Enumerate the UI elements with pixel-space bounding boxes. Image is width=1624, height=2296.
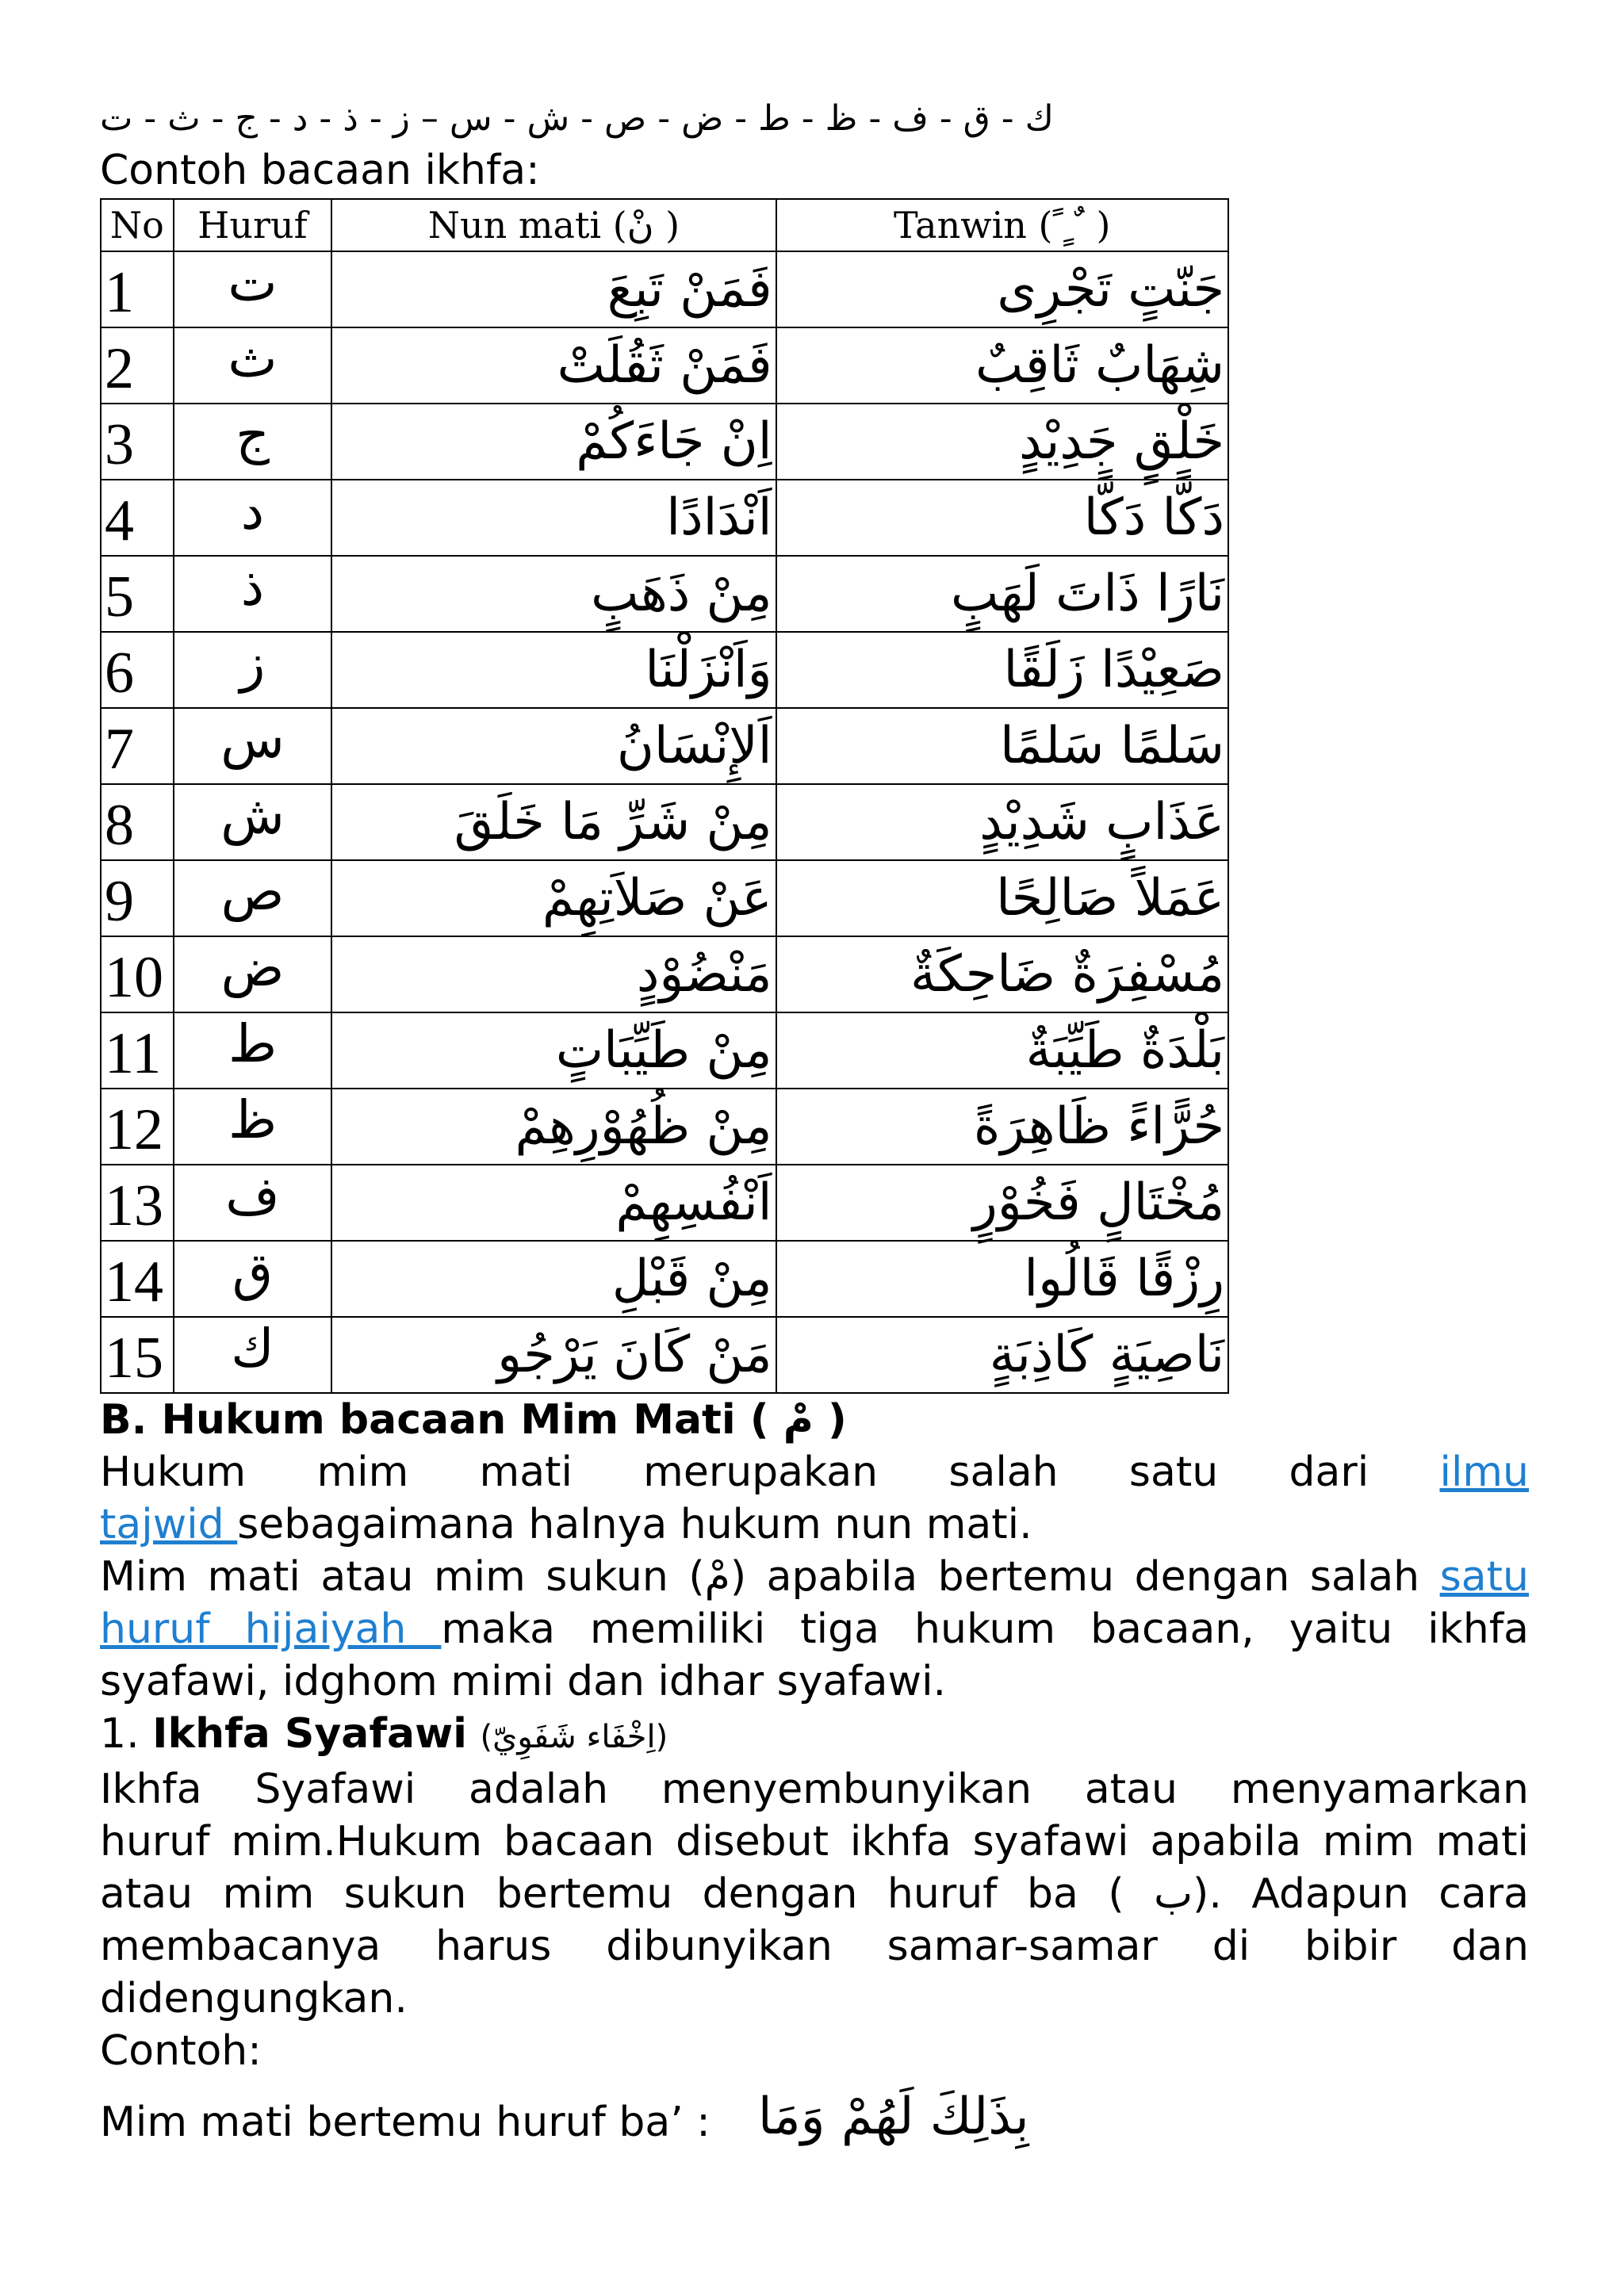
table-row [101, 860, 1228, 936]
table-row [101, 251, 1228, 327]
ikhfa-line-2: huruf mim.Hukum bacaan disebut ikhfa syafawi apabila mim mati [100, 1818, 1529, 1866]
row-nun-example: مِنْ ظُهُوْرِهِمْ [331, 1089, 776, 1165]
row-huruf: ذ [174, 556, 332, 632]
row-nun-example: مَنْضُوْدٍ [331, 936, 776, 1012]
row-huruf: ظ [174, 1089, 332, 1165]
row-huruf: ق [174, 1241, 332, 1317]
contoh-label: Contoh: [100, 2027, 262, 2075]
section-b-heading: B. Hukum bacaan Mim Mati ( مْ ) [100, 1396, 847, 1444]
ikhfa-line-5: didengungkan. [100, 1975, 408, 2022]
ikhfa-line-4: membacanya harus dibunyikan samar-samar di bibir dan [100, 1923, 1529, 1970]
row-nun-example: فَمَنْ تَبِعَ [331, 251, 776, 327]
row-tanwin-example: مُسْفِرَةٌ ضَاحِكَةٌ [776, 936, 1228, 1012]
table-row [101, 480, 1228, 556]
row-huruf: د [174, 480, 332, 556]
example-label: Mim mati bertemu huruf ba’ : [100, 2099, 710, 2146]
row-number: 12 [101, 1089, 174, 1165]
row-huruf: ض [174, 936, 332, 1012]
table-row [101, 1089, 1228, 1165]
row-number: 2 [101, 327, 174, 404]
tajwid-link[interactable]: tajwid [100, 1501, 238, 1548]
paragraph-text: Hukum mim mati merupakan salah satu dari [100, 1448, 1369, 1496]
table-row [101, 632, 1228, 708]
row-huruf: س [174, 708, 332, 784]
row-nun-example: مَنْ كَانَ يَرْجُو [331, 1317, 776, 1393]
row-number: 5 [101, 556, 174, 632]
row-tanwin-example: سَلمًا سَلمًا [776, 708, 1228, 784]
paragraph-2-line-2 [100, 1603, 1529, 1655]
intro-text: Contoh bacaan ikhfa: [100, 147, 540, 194]
paragraph-text: sebagaimana halnya hukum nun mati. [237, 1501, 1032, 1548]
row-nun-example: مِنْ شَرِّ مَا خَلَقَ [331, 784, 776, 860]
table-row [101, 1165, 1228, 1241]
document-page [100, 94, 1529, 2149]
row-tanwin-example: جَنّتٍ تَجْرِى [776, 251, 1228, 327]
row-number: 9 [101, 860, 174, 936]
row-tanwin-example: عَمَلاً صَالِحًا [776, 860, 1228, 936]
row-tanwin-example: رِزْقًا قَالُوا [776, 1241, 1228, 1317]
row-tanwin-example: بَلْدَةٌ طَيِّبَةٌ [776, 1012, 1228, 1089]
row-huruf: ص [174, 860, 332, 936]
table-row [101, 1241, 1228, 1317]
example-arabic: بِذَلِكَ لَهُمْ وَمَا [757, 2087, 1029, 2146]
row-number: 7 [101, 708, 174, 784]
hijaiyah-letters-line: ك - ق - ف - ظ - ط - ض - ص - ش - س – ز - ذ - د - ج - ث - ت [100, 98, 1054, 139]
header-huruf: Huruf [174, 199, 332, 251]
row-nun-example: اَنْفُسِهِمْ [331, 1165, 776, 1241]
table-row [101, 936, 1228, 1012]
row-number: 4 [101, 480, 174, 556]
header-nun-mati: Nun mati (نْ ) [331, 199, 776, 251]
paragraph-text: maka memiliki tiga hukum bacaan, yaitu ikhfa [441, 1605, 1529, 1653]
table-row [101, 404, 1228, 480]
row-nun-example: مِنْ ذَهَبٍ [331, 556, 776, 632]
ikhfa-syafawi-arabic: (اِخْفَاء شَفَوِيّ) [480, 1719, 668, 1755]
header-no: No [101, 199, 174, 251]
table-row [101, 327, 1228, 404]
row-number: 13 [101, 1165, 174, 1241]
row-nun-example: مِنْ قَبْلِ [331, 1241, 776, 1317]
row-huruf: ك [174, 1317, 332, 1393]
row-tanwin-example: حُرًّاءً ظَاهِرَةً [776, 1089, 1228, 1165]
paragraph-2-line-3: syafawi, idghom mimi dan idhar syafawi. [100, 1658, 947, 1705]
row-number: 11 [101, 1012, 174, 1089]
row-nun-example: مِنْ طَيِّبَاتٍ [331, 1012, 776, 1089]
table-row [101, 1317, 1228, 1393]
row-nun-example: عَنْ صَلاَتِهِمْ [331, 860, 776, 936]
table-row [101, 1012, 1228, 1089]
row-nun-example: فَمَنْ ثَقُلَتْ [331, 327, 776, 404]
row-number: 10 [101, 936, 174, 1012]
header-tanwin: Tanwin ( ً ٍ ٌ ) [776, 199, 1228, 251]
row-number: 14 [101, 1241, 174, 1317]
item-number: 1. [100, 1710, 140, 1758]
example-row [100, 2085, 1529, 2149]
row-tanwin-example: صَعِيْدًا زَلَقًا [776, 632, 1228, 708]
row-huruf: ط [174, 1012, 332, 1089]
row-nun-example: وَاَنْزَلْنَا [331, 632, 776, 708]
row-tanwin-example: شِهَابٌ ثَاقِبٌ [776, 327, 1228, 404]
ikhfa-line-1: Ikhfa Syafawi adalah menyembunyikan atau menyamarkan [100, 1766, 1529, 1813]
paragraph-1-line-2 [100, 1498, 1529, 1551]
row-nun-example: اِنْ جَاءَكُمْ [331, 404, 776, 480]
ikhfa-syafawi-title: Ikhfa Syafawi [152, 1710, 467, 1758]
table-row [101, 784, 1228, 860]
row-tanwin-example: خَلْقٍ جَدِيْدٍ [776, 404, 1228, 480]
row-number: 8 [101, 784, 174, 860]
row-nun-example: اَلإِنْسَانُ [331, 708, 776, 784]
ikhfa-line-3: atau mim sukun bertemu dengan huruf ba ( ب). Adapun cara [100, 1870, 1529, 1918]
paragraph-text: Mim mati atau mim sukun (مْ) apabila bertemu dengan salah [100, 1553, 1420, 1601]
row-number: 3 [101, 404, 174, 480]
row-huruf: ج [174, 404, 332, 480]
row-huruf: ف [174, 1165, 332, 1241]
ilmu-link[interactable]: ilmu [1439, 1448, 1530, 1496]
row-huruf: ت [174, 251, 332, 327]
table-row [101, 708, 1228, 784]
paragraph-2-line-1 [100, 1551, 1529, 1603]
row-tanwin-example: نَارًا ذَاتَ لَهَبٍ [776, 556, 1228, 632]
row-nun-example: اَنْدَادًا [331, 480, 776, 556]
ikhfa-syafawi-heading [100, 1708, 1529, 1763]
table-row [101, 556, 1228, 632]
table-header-row [101, 199, 1228, 251]
paragraph-1-line-1 [100, 1446, 1529, 1498]
row-tanwin-example: عَذَابٍ شَدِيْدٍ [776, 784, 1228, 860]
row-number: 1 [101, 251, 174, 327]
row-tanwin-example: مُخْتَالٍ فَخُوْرٍ [776, 1165, 1228, 1241]
row-huruf: ث [174, 327, 332, 404]
row-tanwin-example: نَاصِيَةٍ كَاذِبَةٍ [776, 1317, 1228, 1393]
huruf-hijaiyah-link[interactable]: huruf hijaiyah [100, 1605, 442, 1653]
row-number: 6 [101, 632, 174, 708]
row-tanwin-example: دَكًّا دَكًّا [776, 480, 1228, 556]
ikhfa-table [100, 198, 1229, 1394]
row-huruf: ز [174, 632, 332, 708]
row-huruf: ش [174, 784, 332, 860]
satu-link[interactable]: satu [1439, 1553, 1529, 1601]
row-number: 15 [101, 1317, 174, 1393]
